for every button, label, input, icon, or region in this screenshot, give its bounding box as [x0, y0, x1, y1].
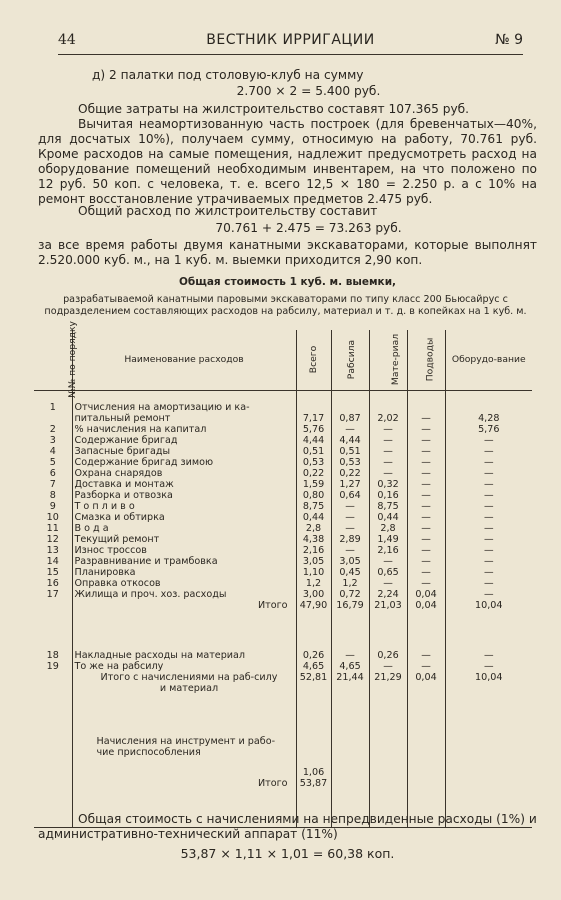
table-row: 4 Запасные бригады 0,51 0,51 — — — [34, 446, 532, 457]
paragraph-tents: д) 2 палатки под столовую-клуб на сумму [92, 68, 364, 82]
table-row: 5 Содержание бригад зимою 0,53 0,53 — — — [34, 457, 532, 468]
table-row: 3 Содержание бригад 4,44 4,44 — — — [34, 435, 532, 446]
table-subtitle: разрабатываемой канатными паровыми экскаваторами по типу класс 200 Бьюсайрус с подразделением составляющих расходов на рабсилу, материал и т. д. в копейках на 1 куб. м. [44, 294, 527, 317]
subtotal-with-charges-row: Итого с начислениями на раб-силу и материал 52,81 21,44 21,29 0,04 10,04 [34, 672, 532, 736]
calc-tents: 2.700 × 2 = 5.400 руб. [236, 84, 381, 98]
journal-title: ВЕСТНИК ИРРИГАЦИИ [206, 32, 375, 48]
col-header-total: Всего [296, 330, 331, 390]
subtotal-row: Итого 47,90 16,79 21,03 0,04 10,04 [34, 600, 532, 650]
footer-paragraph: Общая стоимость с начислениями на непредвиденные расходы (1%) и административно-технический аппарат (11%) [38, 812, 537, 841]
paragraph-total-housing: Общие затраты на жилстроительство составят 107.365 руб. [78, 102, 470, 116]
table-row: 12 Текущий ремонт 4,38 2,89 1,49 — — [34, 534, 532, 545]
table-row: 10 Смазка и обтирка 0,44 — 0,44 — — [34, 512, 532, 523]
paragraph-per-cubic-meter: за все время работы двумя канатными экскаваторами, которые выполнят 2.520.000 куб. м., на 1 куб. м. выемки приходится 2,90 коп. [38, 238, 537, 267]
table-row: 11 В о д а 2,8 — 2,8 — — [34, 523, 532, 534]
table-header-row [34, 330, 532, 390]
page-number: 44 [58, 32, 76, 48]
table-row: 18 Накладные расходы на материал 0,26 — 0,26 — — [34, 650, 532, 661]
table-row: 8 Разборка и отвозка 0,80 0,64 0,16 — — [34, 490, 532, 501]
table-row: питальный ремонт 7,17 0,87 2,02 — 4,28 [34, 413, 532, 424]
table-row: 17 Жилища и проч. хоз. расходы 3,00 0,72 2,24 0,04 — [34, 589, 532, 600]
table-row: 14 Разравнивание и трамбовка 3,05 3,05 — — — [34, 556, 532, 567]
table-row: 19 То же на рабсилу 4,65 4,65 — — — [34, 661, 532, 672]
calc-total-expense: 70.761 + 2.475 = 73.263 руб. [215, 221, 402, 235]
issue-number: № 9 [495, 32, 523, 48]
page-header [58, 30, 523, 55]
table-row: 15 Планировка 1,10 0,45 0,65 — — [34, 567, 532, 578]
table-row: 2 % начисления на капитал 5,76 — — — 5,76 [34, 424, 532, 435]
paragraph-amortization: Вычитая неамортизованную часть построек (для бревенчатых—40%, для досчатых 10%), получаем сумму, относимую на работу, 70.761 руб. Кроме расходов на самые помещения, надлежит предусмотреть расход на оборудование помещений необходимым инвентарем, на что положено по 12 руб. 50 коп. с человека, т. е. всего 12,5 × 180 = 2.250 р. а с 10% на ремонт восстановление утрачиваемых предметов 2.475 руб. [38, 117, 537, 206]
col-header-labor: Рабсила [331, 330, 369, 390]
table-row: 7 Доставка и монтаж 1,59 1,27 0,32 — — [34, 479, 532, 490]
grand-total-row: Итого 53,87 [34, 778, 532, 828]
table-row: 1 Отчисления на амортизацию и ка- [34, 402, 532, 413]
footer-calc: 53,87 × 1,11 × 1,01 = 60,38 коп. [180, 846, 395, 861]
col-header-material: Мате-риал [369, 330, 407, 390]
table-row: 16 Оправка откосов 1,2 1,2 — — — [34, 578, 532, 589]
table-row: 13 Износ троссов 2,16 — 2,16 — — [34, 545, 532, 556]
cost-table [34, 321, 532, 828]
table-row: 6 Охрана снарядов 0,22 0,22 — — — [34, 468, 532, 479]
col-header-equipment: Оборудо-вание [445, 330, 532, 390]
instruments-row: Начисления на инструмент и рабо-чие приспособления 1,06 [34, 736, 532, 778]
table-title: Общая стоимость 1 куб. м. выемки, [178, 276, 397, 288]
col-header-number: №№ по порядку [34, 330, 72, 390]
col-header-carts: Подводы [407, 330, 445, 390]
col-header-name: Наименование расходов [72, 330, 296, 390]
table-row: 9 Т о п л и в о 8,75 — 8,75 — — [34, 501, 532, 512]
paragraph-total-expense: Общий расход по жилстроительству составит [78, 204, 378, 218]
